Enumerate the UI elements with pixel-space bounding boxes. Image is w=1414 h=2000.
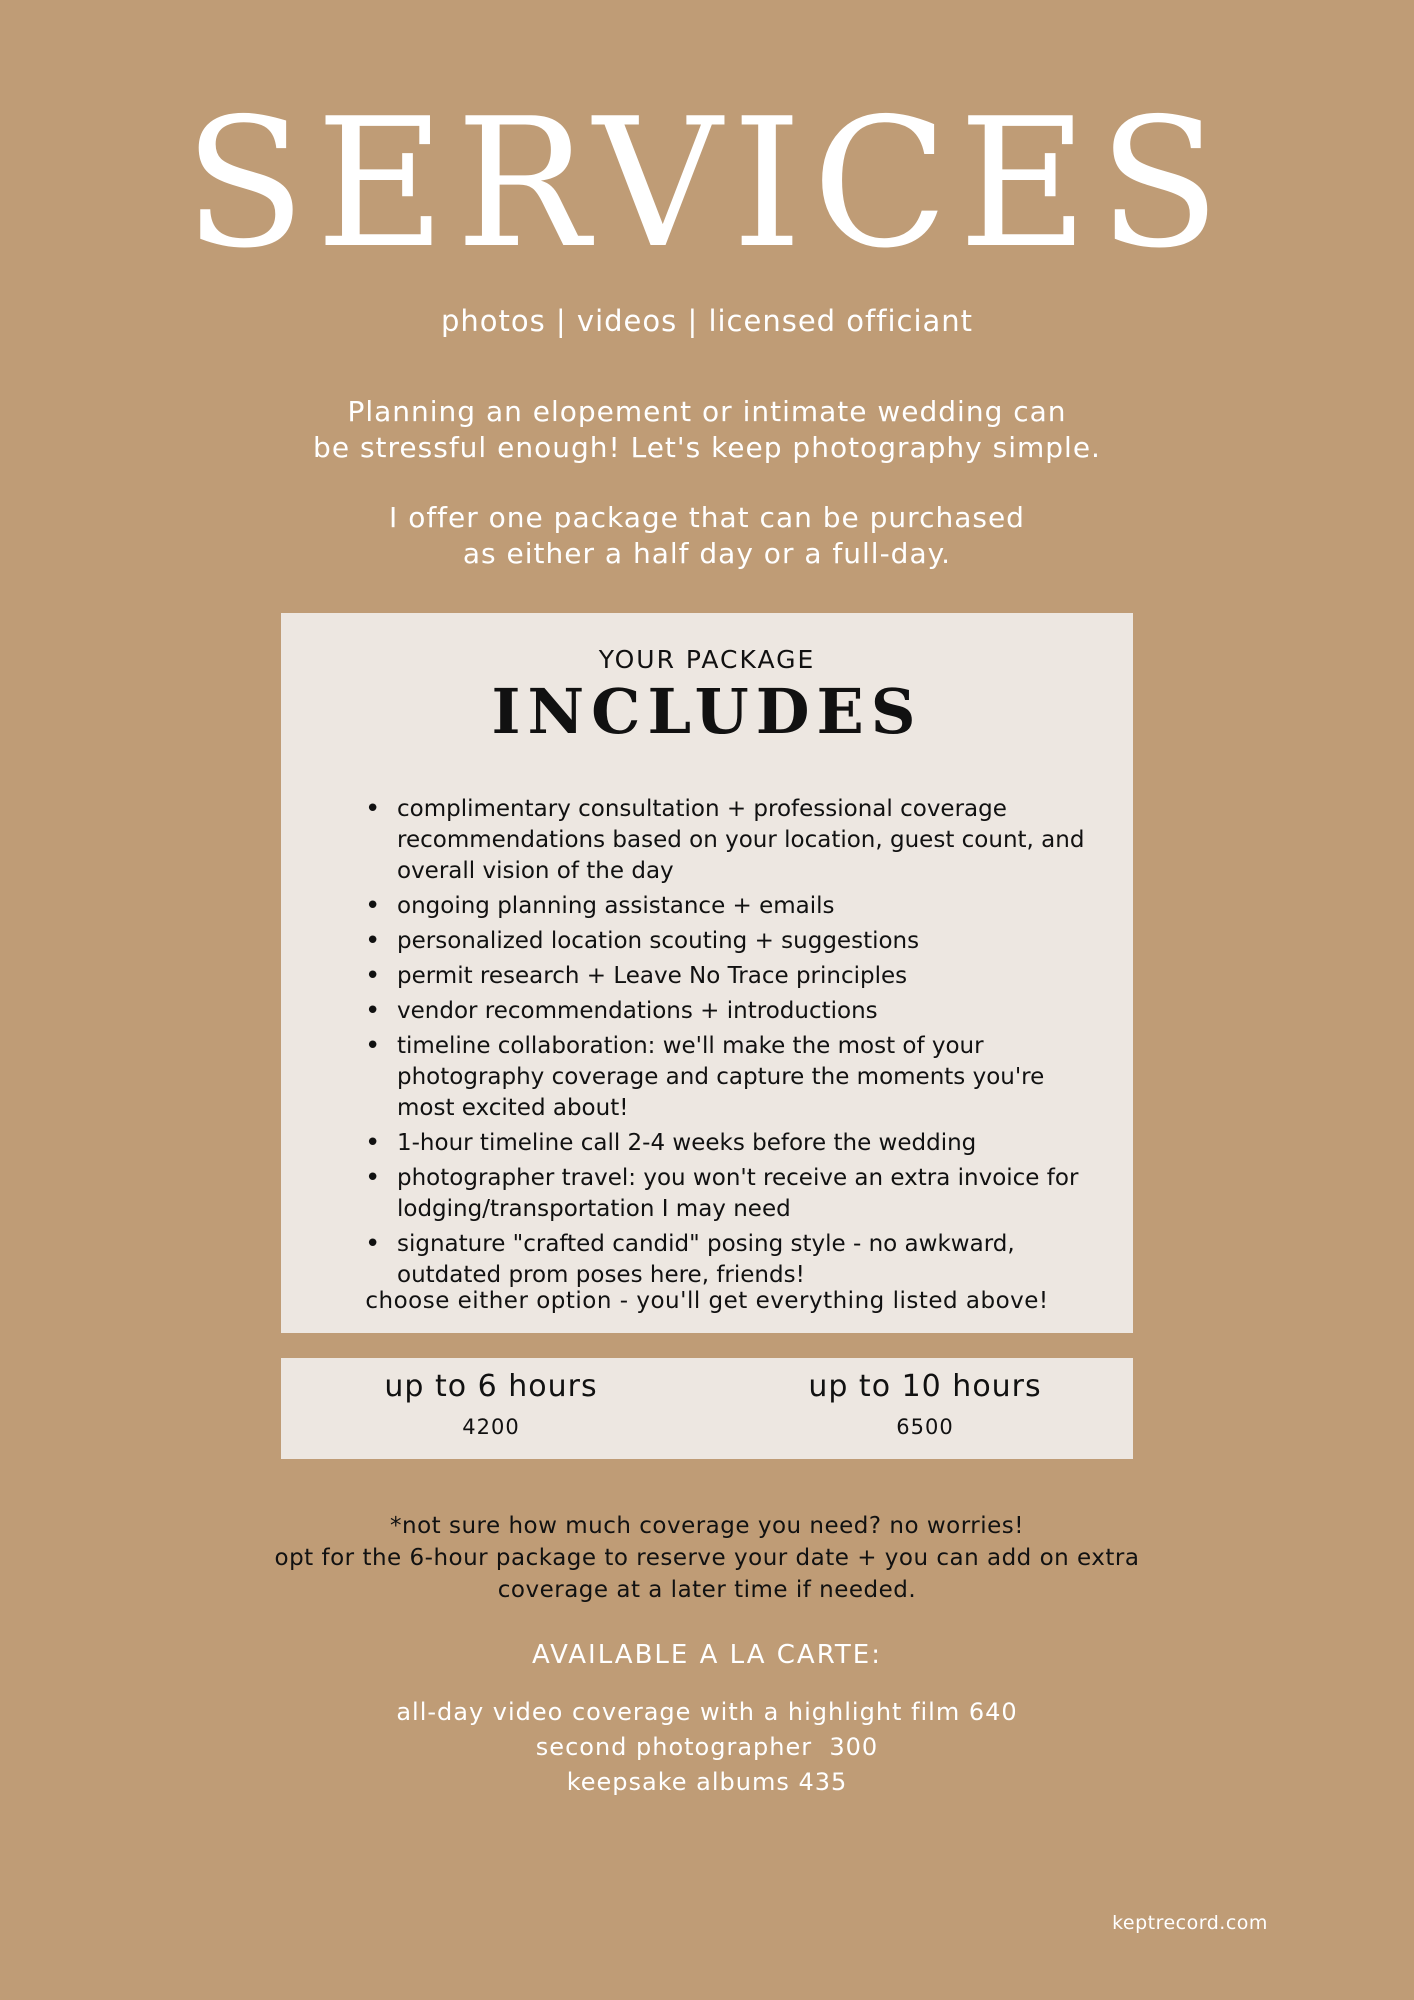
list-item: • ongoing planning assistance + emails	[397, 891, 1097, 922]
option-label: up to 10 hours	[808, 1369, 1042, 1404]
list-item: • 1-hour timeline call 2-4 weeks before the wedding	[397, 1128, 1097, 1159]
list-item: • timeline collaboration: we'll make the most of your photography coverage and capture the moments you're most excited about!	[397, 1031, 1097, 1124]
coverage-note	[0, 1510, 1414, 1606]
a-la-carte-item: keepsake albums 435	[566, 1768, 848, 1796]
intro-line: Planning an elopement or intimate wedding can	[347, 395, 1067, 428]
option-6-hours	[281, 1366, 701, 1446]
option-price: 6500	[896, 1415, 954, 1439]
intro-paragraph-2	[0, 500, 1414, 572]
a-la-carte-item: second photographer 300	[535, 1733, 879, 1761]
a-la-carte-heading: AVAILABLE A LA CARTE:	[532, 1640, 882, 1670]
list-item: • signature "crafted candid" posing style - no awkward, outdated prom poses here, friends!	[397, 1229, 1097, 1291]
list-item: • permit research + Leave No Trace principles	[397, 961, 1097, 992]
package-heading: INCLUDES	[491, 675, 923, 748]
package-note: choose either option - you'll get everything listed above!	[365, 1288, 1049, 1314]
list-item: • complimentary consultation + professional coverage recommendations based on your location, guest count, and overall vision of the day	[397, 794, 1097, 887]
page-title: SERVICES	[183, 80, 1231, 287]
intro-paragraph-1	[0, 394, 1414, 466]
coverage-line: *not sure how much coverage you need? no worries!	[390, 1513, 1024, 1539]
pricing-card	[281, 1358, 1133, 1459]
option-price: 4200	[462, 1415, 520, 1439]
list-item: • photographer travel: you won't receive an extra invoice for lodging/transportation I may need	[397, 1163, 1097, 1225]
option-label: up to 6 hours	[384, 1369, 598, 1404]
includes-list	[397, 794, 1097, 1295]
a-la-carte-list	[0, 1695, 1414, 1800]
coverage-line: coverage at a later time if needed.	[497, 1577, 917, 1603]
package-card	[281, 613, 1133, 1333]
option-10-hours	[715, 1366, 1135, 1446]
a-la-carte-item: all-day video coverage with a highlight film 640	[396, 1698, 1018, 1726]
intro-line: as either a half day or a full-day.	[462, 537, 952, 570]
services-subtitle: photos | videos | licensed officiant	[440, 304, 974, 338]
list-item: • personalized location scouting + suggestions	[397, 926, 1097, 957]
website-link[interactable]: keptrecord.com	[1112, 1912, 1268, 1934]
package-eyebrow: YOUR PACKAGE	[598, 645, 816, 674]
intro-line: be stressful enough! Let's keep photography simple.	[313, 431, 1101, 464]
intro-line: I offer one package that can be purchased	[389, 501, 1025, 534]
coverage-line: opt for the 6-hour package to reserve your date + you can add on extra	[274, 1545, 1140, 1571]
list-item: • vendor recommendations + introductions	[397, 996, 1097, 1027]
